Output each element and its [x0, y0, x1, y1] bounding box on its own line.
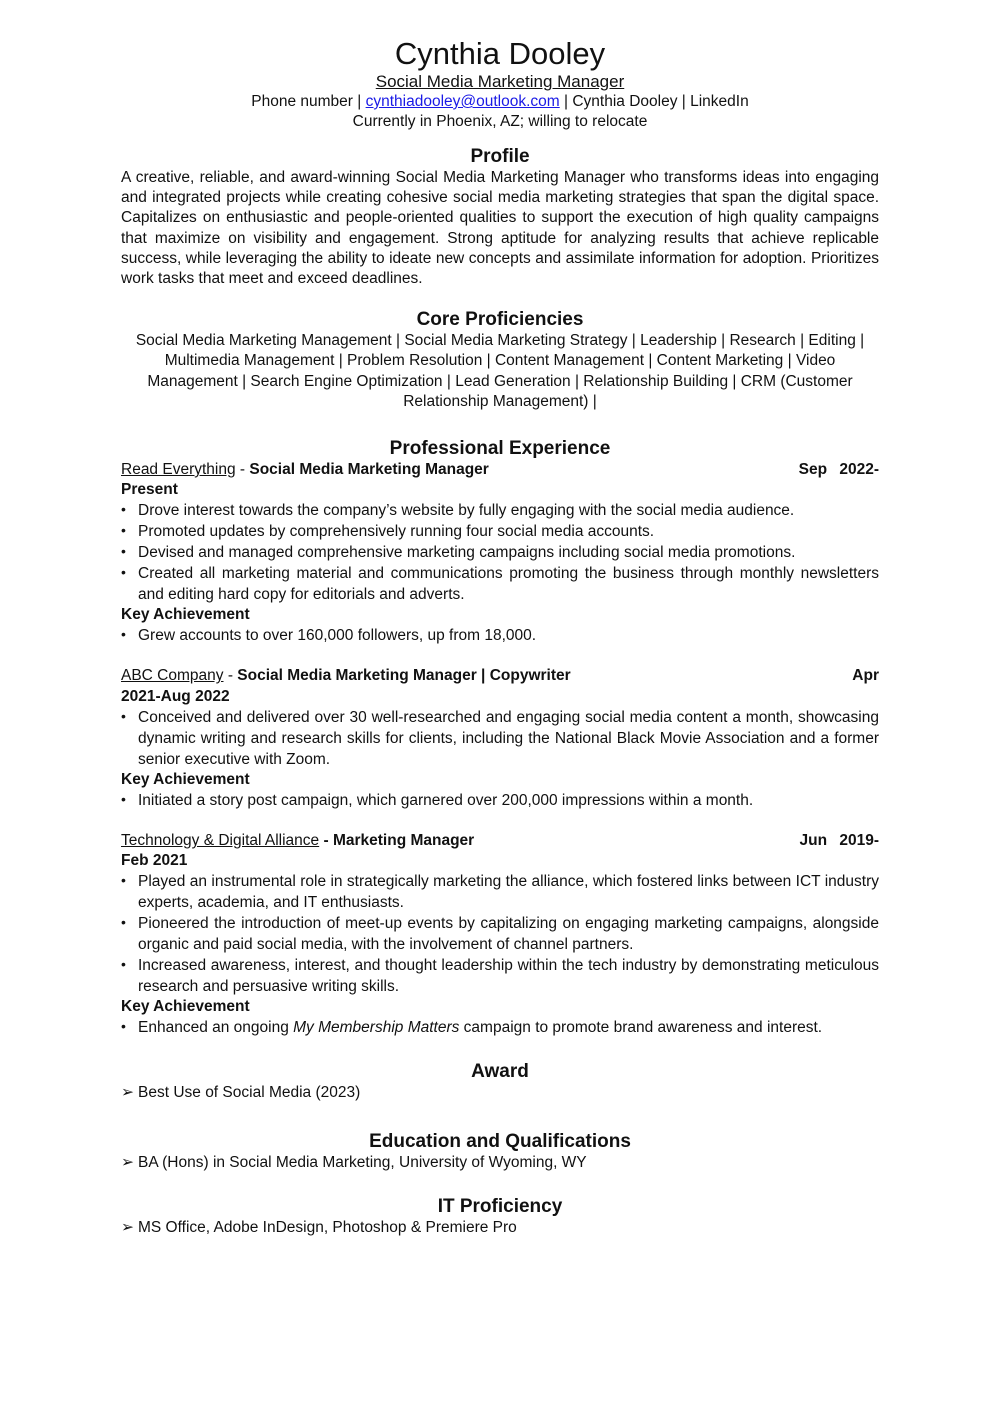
it-item: [121, 1218, 879, 1238]
bullet-icon: •: [121, 1018, 126, 1035]
award-text: Best Use of Social Media (2023): [138, 1084, 361, 1102]
achievement-text: Grew accounts to over 160,000 followers, up from 18,000.: [138, 627, 537, 645]
bullet-text: Conceived and delivered over 30 well-researched and engaging social media content a month, showcasing dynamic writing and research skills for clients, including the National Black Movie Association and a former senior executive with Zoom.: [138, 708, 879, 768]
bullet-icon: •: [121, 790, 126, 807]
job-header: [121, 831, 879, 871]
linkedin-label: LinkedIn: [690, 93, 749, 110]
award-item: [121, 1083, 879, 1103]
achievement-text: Enhanced an ongoing: [138, 1019, 294, 1037]
bullet-icon: •: [121, 501, 126, 518]
achievement-list: [121, 625, 879, 646]
arrow-bullet-icon: ➢: [121, 1084, 134, 1102]
education-item: [121, 1153, 879, 1173]
separator: |: [559, 93, 573, 110]
job-title: Social Media Marketing Manager: [375, 72, 625, 91]
phone-label: Phone number: [251, 93, 353, 110]
dash: -: [223, 667, 238, 685]
bullet-icon: •: [121, 522, 126, 539]
date-start: Apr: [852, 667, 879, 685]
responsibility-list: [121, 707, 879, 770]
bullet-icon: •: [121, 626, 126, 643]
bullet-text: Devised and managed comprehensive marketing campaigns including social media promotions.: [138, 544, 796, 562]
bullet-text: Increased awareness, interest, and thought leadership within the tech industry by demonstrating meticulous research and persuasive writing skills.: [138, 957, 879, 996]
experience-heading: Professional Experience: [389, 438, 611, 460]
date-end: Present: [121, 481, 178, 499]
job-header: [121, 666, 879, 706]
list-item: [121, 521, 879, 542]
job-entry: [121, 460, 879, 646]
achievement-list: [121, 1017, 879, 1038]
key-achievement-label: Key Achievement: [121, 770, 250, 788]
education-text: BA (Hons) in Social Media Marketing, University of Wyoming, WY: [138, 1154, 587, 1172]
core-proficiencies-heading: Core Proficiencies: [416, 309, 584, 331]
bullet-icon: •: [121, 707, 126, 724]
bullet-text: Played an instrumental role in strategically marketing the alliance, which fostered links between ICT industry experts, academia, and IT enthusiasts.: [138, 873, 879, 912]
bullet-text: Promoted updates by comprehensively running four social media accounts.: [138, 523, 655, 541]
bullet-icon: •: [121, 543, 126, 560]
list-item: [121, 790, 879, 811]
list-item: [121, 707, 879, 770]
job-role: Marketing Manager: [332, 831, 475, 849]
date-start: Jun 2019-: [799, 831, 879, 849]
list-item: [121, 563, 879, 605]
achievement-list: [121, 790, 879, 811]
award-heading: Award: [471, 1061, 529, 1083]
responsibility-list: [121, 871, 879, 997]
key-achievement-label: Key Achievement: [121, 606, 250, 624]
key-achievement-label: Key Achievement: [121, 998, 250, 1016]
it-text: MS Office, Adobe InDesign, Photoshop & Premiere Pro: [138, 1219, 517, 1237]
profile-name: Cynthia Dooley: [572, 93, 678, 110]
job-role: Social Media Marketing Manager | Copywriter: [237, 667, 571, 685]
company-name: ABC Company: [121, 667, 224, 685]
contact-line: [121, 92, 879, 112]
date-end: 2021-Aug 2022: [121, 687, 230, 705]
bullet-icon: •: [121, 872, 126, 889]
it-proficiency-heading: IT Proficiency: [437, 1196, 563, 1218]
achievement-text: Initiated a story post campaign, which garnered over 200,000 impressions within a month.: [138, 791, 754, 809]
resume-page: [121, 36, 879, 1238]
list-item: [121, 500, 879, 521]
job-header: [121, 460, 879, 500]
bullet-icon: •: [121, 956, 126, 973]
resume-header: [121, 36, 879, 132]
job-entry: [121, 666, 879, 810]
list-item: [121, 625, 879, 646]
arrow-bullet-icon: ➢: [121, 1154, 134, 1172]
separator: |: [352, 93, 366, 110]
dash: -: [235, 461, 250, 479]
profile-heading: Profile: [470, 146, 530, 167]
list-item: [121, 1017, 879, 1038]
list-item: [121, 955, 879, 997]
date-start: Sep 2022-: [798, 461, 879, 479]
job-role: Social Media Marketing Manager: [249, 461, 489, 479]
location: Currently in Phoenix, AZ; willing to relocate: [352, 113, 648, 130]
campaign-name: My Membership Matters: [293, 1019, 460, 1037]
date-end: Feb 2021: [121, 852, 188, 870]
bullet-text: Created all marketing material and communications promoting the business through monthly newsletters and editing hard copy for editorials and adverts.: [138, 565, 879, 604]
list-item: [121, 542, 879, 563]
achievement-text: campaign to promote brand awareness and interest.: [459, 1019, 823, 1037]
responsibility-list: [121, 500, 879, 605]
separator: |: [677, 93, 691, 110]
candidate-name: Cynthia Dooley: [394, 36, 606, 71]
core-proficiencies-text: Social Media Marketing Management | Social Media Marketing Strategy | Leadership | Research | Editing | Multimedia Management | Problem Resolution | Content Management | Content Marketing | Video Management | Search Engine Optimization | Lead Generation | Relationship Building | CRM (Customer Relationship Management) |: [135, 332, 865, 410]
arrow-bullet-icon: ➢: [121, 1219, 134, 1237]
list-item: [121, 871, 879, 913]
bullet-text: Drove interest towards the company’s website by fully engaging with the social media audience.: [138, 502, 795, 520]
bullet-icon: •: [121, 564, 126, 581]
dash: -: [319, 831, 333, 849]
email-link[interactable]: cynthiadooley@outlook.com: [365, 93, 560, 110]
education-heading: Education and Qualifications: [369, 1131, 631, 1153]
company-name: Technology & Digital Alliance: [121, 831, 320, 849]
list-item: [121, 913, 879, 955]
bullet-icon: •: [121, 914, 126, 931]
profile-text: A creative, reliable, and award-winning Social Media Marketing Manager who transforms ideas into engaging and integrated projects while creating cohesive social media marketing strategies that span the digital space. Capitalizes on enthusiastic and people-oriented qualities to support the execution of high quality campaigns that maximize on visibility and engagement. Strong aptitude for analyzing results that achieve replicable success, while leveraging the ability to ideate new concepts and assimilate information for adoption. Prioritizes work tasks that meet and exceed deadlines.: [121, 169, 879, 288]
bullet-text: Pioneered the introduction of meet-up events by capitalizing on engaging marketing campaigns, alongside organic and paid social media, with the involvement of channel partners.: [138, 915, 879, 954]
company-name: Read Everything: [121, 461, 236, 479]
job-entry: [121, 831, 879, 1038]
